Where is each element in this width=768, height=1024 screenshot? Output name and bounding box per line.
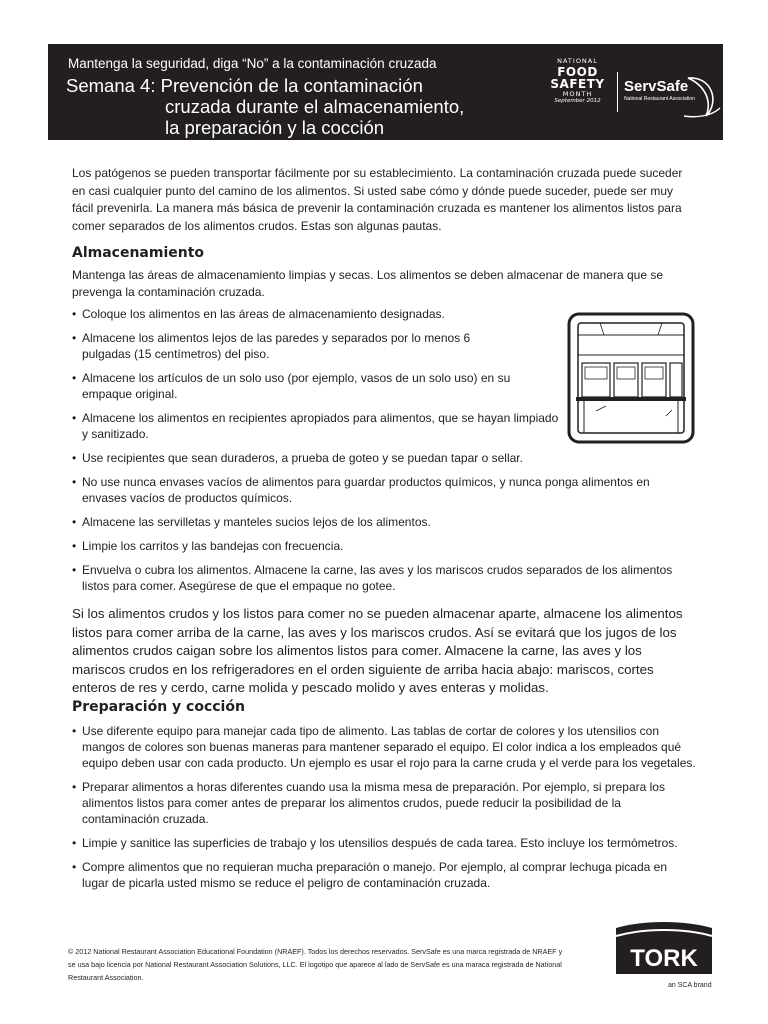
title-line-3: la preparación y la cocción <box>165 117 385 138</box>
prep-item: • Limpie y sanitice las superficies de trabajo y los utensilios después de cada tarea. Esto incluye los termómetros. <box>72 835 697 851</box>
intro-paragraph: Los patógenos se pueden transportar fácilmente por su establecimiento. La contaminación cruzada puede suceder en casi cualquier punto del camino de los alimentos. Si usted sabe cómo y dónde puede suceder, puede ser muy fácil prevenirla. La manera más básica de prevenir la contaminación cruzada es mantener los alimentos listos para comer separados de los alimentos crudos. Estas son algunas pautas. <box>72 166 683 233</box>
prep-item: • Use diferente equipo para manejar cada tipo de alimento. Las tablas de cortar de colores y los utensilios con mangos de colores son buenas maneras para mantener separado el equipo. El color indica a los empleados qué equipo deben usar con cada producto. Un ejemplo es usar el rojo para la carne cruda y el verde para los vegetales. <box>72 723 697 771</box>
storage-item: • Almacene los alimentos en recipientes apropiados para alimentos, que se hayan limpiado y sanitizado. <box>72 410 562 442</box>
prep-item: • Preparar alimentos a horas diferentes cuando usa la misma mesa de preparación. Por ejemplo, si prepara los alimentos listos para comer antes de preparar los alimentos crudos, puede reducir la posibilidad de la contaminación cruzada. <box>72 779 697 827</box>
servsafe-brand: ServSafe <box>624 78 689 95</box>
title-line-2: cruzada durante el almacenamiento, <box>165 96 465 117</box>
storage-item: • Envuelva o cubra los alimentos. Almacene la carne, las aves y los mariscos crudos separados de los alimentos listos para comer. Asegúrese de que el empaque no gotee. <box>72 562 697 594</box>
food-safety-month-logo <box>546 58 609 105</box>
tork-wordmark: TORK <box>630 945 698 972</box>
title-line-1: Semana 4: Prevención de la contaminación <box>66 75 423 96</box>
fsm-safety: SAFETY <box>550 76 605 91</box>
fsm-date: September 2012 <box>554 98 601 104</box>
storage-item: • Limpie los carritos y las bandejas con frecuencia. <box>72 538 697 554</box>
copyright-notice: © 2012 National Restaurant Association Educational Foundation (NRAEF). Todos los derechos reservados. ServSafe es una marca registrada de NRAEF y se usa bajo licencia por National Restaurant Association Solutions, LLC. El logotipo que aparece al lado de ServSafe es una maraca registrada de National Restaurant Association. <box>68 947 563 982</box>
fsm-month: MONTH <box>562 89 593 98</box>
storage-item: • Use recipientes que sean duraderos, a prueba de goteo y se puedan tapar o sellar. <box>72 450 697 466</box>
storage-item: • No use nunca envases vacíos de alimentos para guardar productos químicos, y nunca ponga alimentos en envases vacíos de productos químicos. <box>72 474 697 506</box>
prep-list <box>72 723 697 891</box>
storage-item: • Coloque los alimentos en las áreas de almacenamiento designadas. <box>72 306 697 322</box>
section-heading-storage: Almacenamiento <box>72 245 205 261</box>
storage-item: • Almacene las servilletas y manteles sucios lejos de los alimentos. <box>72 514 697 530</box>
logo-divider <box>617 72 618 112</box>
header-kicker: Mantenga la seguridad, diga “No” a la contaminación cruzada <box>68 56 437 71</box>
section-heading-prep: Preparación y cocción <box>72 699 245 715</box>
storage-item: • Almacene los artículos de un solo uso (por ejemplo, vasos de un solo uso) en su empaque original. <box>72 370 552 402</box>
servsafe-swoosh-icon <box>682 72 722 122</box>
tork-logo <box>614 918 714 978</box>
sca-brand-note: an SCA brand <box>668 982 712 989</box>
header-banner <box>48 44 723 140</box>
storage-intro: Mantenga las áreas de almacenamiento limpias y secas. Los alimentos se deben almacenar de manera que se prevenga la contaminación cruzada. <box>72 268 663 299</box>
fsm-food: FOOD <box>557 64 598 79</box>
storage-item: • Almacene los alimentos lejos de las paredes y separados por lo menos 6 pulgadas (15 centímetros) del piso. <box>72 330 522 362</box>
refrigerator-shelf-icon <box>566 311 696 445</box>
main-content <box>72 165 697 890</box>
page-title <box>66 75 464 138</box>
storage-order-paragraph: Si los alimentos crudos y los listos para comer no se pueden almacenar aparte, almacene los alimentos listos para comer arriba de la carne, las aves y los mariscos crudos. Así se evitará que los jugos de los alimentos crudos caigan sobre los alimentos listos para comer. Almacene la carne, las aves y los mariscos crudos en los refrigeradores en el orden siguiente de arriba hacia abajo: mariscos, cortes enteros de res y cerdo, carne molida y pescado molido y aves enteras y molidas. <box>72 606 683 695</box>
prep-item: • Compre alimentos que no requieran mucha preparación o manejo. Por ejemplo, al comprar lechuga picada en lugar de picarla usted mismo se reduce el peligro de contaminación cruzada. <box>72 859 697 891</box>
servsafe-subtitle: National Restaurant Association <box>624 96 695 102</box>
fsm-national: NATIONAL <box>557 57 598 65</box>
